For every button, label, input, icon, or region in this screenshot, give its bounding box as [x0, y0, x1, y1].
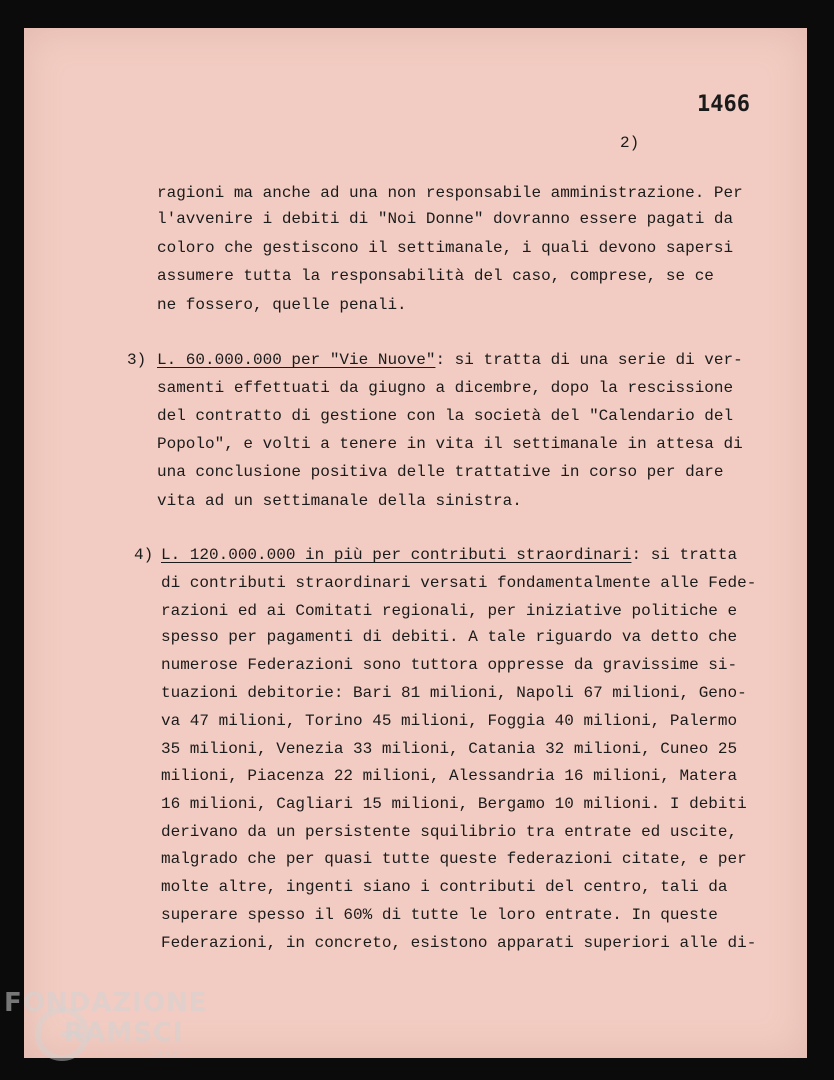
item-3-line: samenti effettuati da giugno a dicembre, dopo la rescissione: [157, 379, 734, 397]
item-3-first-line: [157, 349, 743, 371]
watermark-subtitle: Onlus: [152, 1050, 178, 1060]
item-4-line: numerose Federazioni sono tuttora oppresse da gravissime si-: [161, 656, 738, 674]
item-4-line: di contributi straordinari versati fondamentalmente alle Fede-: [161, 574, 757, 592]
continuation-line: ne fossero, quelle penali.: [157, 296, 407, 314]
item-4-line: 35 milioni, Venezia 33 milioni, Catania 32 milioni, Cuneo 25: [161, 740, 738, 758]
item-4-line: superare spesso il 60% di tutte le loro entrate. In queste: [161, 906, 718, 924]
document-number: 1466: [697, 92, 750, 117]
item-4-heading: L. 120.000.000 in più per contributi straordinari: [161, 546, 632, 564]
item-4-first-line-rest: : si tratta: [631, 546, 738, 564]
item-3-heading: L. 60.000.000 per "Vie Nuove": [157, 351, 436, 369]
continuation-line: assumere tutta la responsabilità del caso, comprese, se ce: [157, 267, 714, 285]
item-4-line: Federazioni, in concreto, esistono apparati superiori alle di-: [161, 934, 757, 952]
item-4-line: va 47 milioni, Torino 45 milioni, Foggia 40 milioni, Palermo: [161, 712, 738, 730]
continuation-line: l'avvenire i debiti di "Noi Donne" dovranno essere pagati da: [157, 210, 734, 228]
item-3-number: 3): [127, 351, 147, 369]
item-4-number: 4): [134, 546, 154, 564]
page-number: 2): [620, 134, 640, 152]
item-4-line: derivano da un persistente squilibrio tra entrate ed uscite,: [161, 823, 738, 841]
item-3-line: del contratto di gestione con la società del "Calendario del: [157, 407, 734, 425]
continuation-line: ragioni ma anche ad una non responsabile amministrazione. Per: [157, 184, 743, 202]
item-4-line: tuazioni debitorie: Bari 81 milioni, Napoli 67 milioni, Geno-: [161, 684, 747, 702]
item-4-line: spesso per pagamenti di debiti. A tale riguardo va detto che: [161, 628, 738, 646]
item-4-line: molte altre, ingenti siano i contributi del centro, tali da: [161, 878, 728, 896]
item-4-line: razioni ed ai Comitati regionali, per iniziative politiche e: [161, 602, 738, 620]
item-4-line: milioni, Piacenza 22 milioni, Alessandria 16 milioni, Matera: [161, 767, 738, 785]
continuation-line: coloro che gestiscono il settimanale, i quali devono sapersi: [157, 239, 734, 257]
watermark-line-2: RAMSCI: [64, 1018, 184, 1048]
item-4-first-line: [161, 544, 737, 566]
item-4-line: malgrado che per quasi tutte queste federazioni citate, e per: [161, 850, 747, 868]
watermark-line-1: FONDAZIONE: [4, 988, 208, 1018]
item-3-line: Popolo", e volti a tenere in vita il settimanale in attesa di: [157, 435, 743, 453]
item-3-first-line-rest: : si tratta di una serie di ver-: [435, 351, 743, 369]
fondazione-gramsci-watermark: [4, 988, 214, 1080]
item-4-line: 16 milioni, Cagliari 15 milioni, Bergamo 10 milioni. I debiti: [161, 795, 747, 813]
item-3-line: vita ad un settimanale della sinistra.: [157, 492, 522, 510]
item-3-line: una conclusione positiva delle trattative in corso per dare: [157, 463, 724, 481]
